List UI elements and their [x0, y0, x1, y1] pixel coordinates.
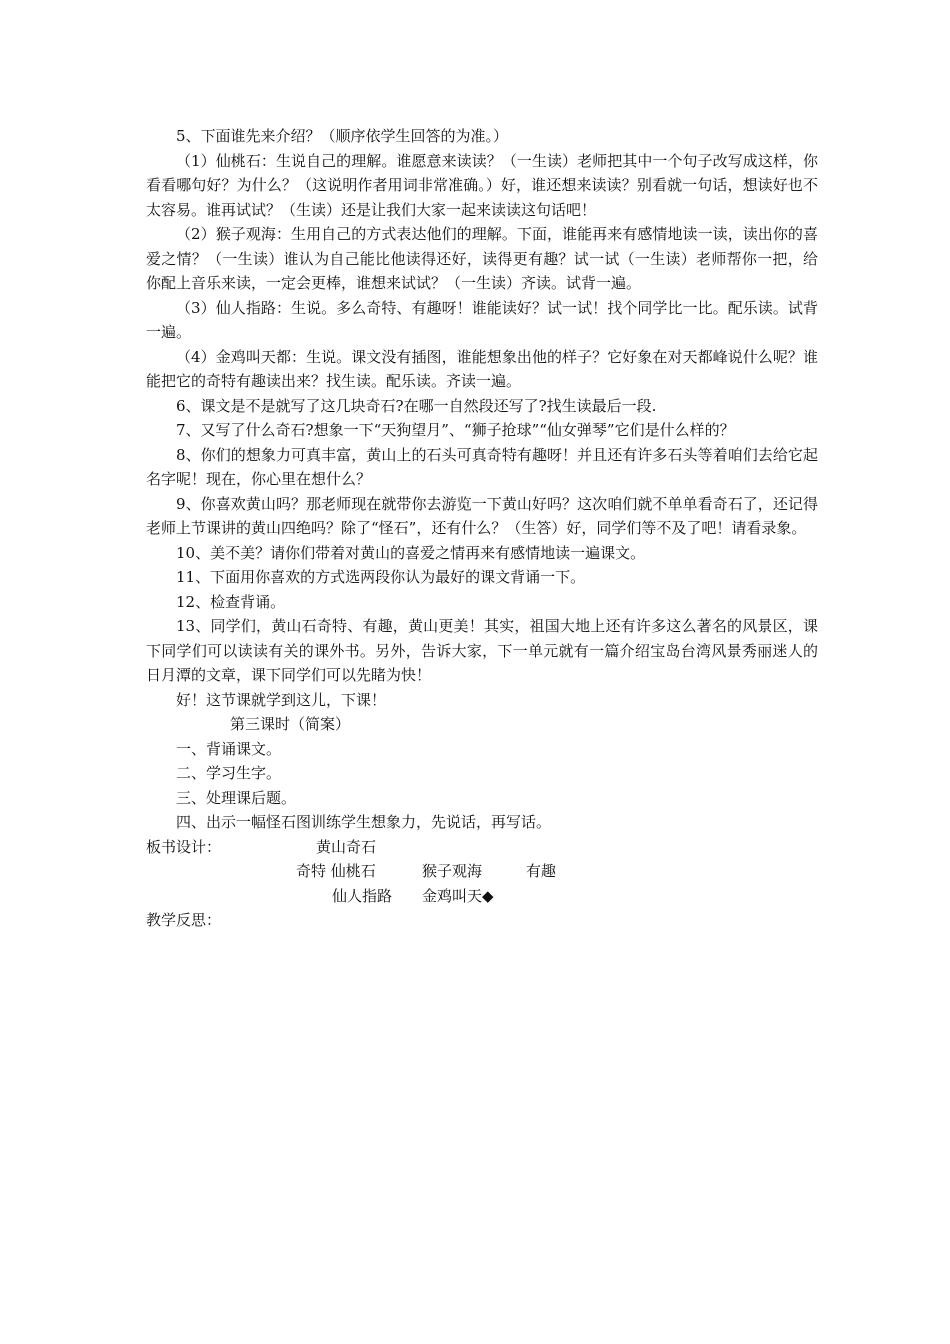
board-row1-right: 有趣 — [526, 862, 557, 880]
paragraph-step-13: 13、同学们，黄山石奇特、有趣，黄山更美！其实，祖国大地上还有许多这么著名的风景区，课下同学们可以读读有关的课外书。另外，告诉大家，下一单元就有一篇介绍宝岛台湾风景秀丽迷人的日月潭的文章，课下同学们可以先睹为快！ — [146, 617, 818, 684]
paragraph-step-8: 8、你们的想象力可真丰富，黄山上的石头可真奇特有趣呀！并且还有许多石头等着咱们去给它起名字呢！现在，你心里在想什么？ — [146, 445, 818, 488]
paragraph-step-6: 6、课文是不是就写了这几块奇石?在哪一自然段还写了?找生读最后一段. — [176, 396, 657, 415]
board-design-row — [146, 859, 818, 884]
paragraph-xiantaoshi: （1）仙桃石：生说自己的理解。谁愿意来读读？（一生读）老师把其中一个句子改写成这样，你看看哪句好？为什么？（这说明作者用词非常准确。）好，谁还想来读读？别看就一句话，想读好也不太容易。谁再试试？（生读）还是让我们大家一起来读读这句话吧！ — [146, 151, 818, 219]
board-row1-left: 奇特 仙桃石 — [296, 862, 376, 880]
third-lesson-item: 二、学习生字。 — [176, 764, 282, 782]
board-design-row — [146, 884, 818, 909]
board-design-label: 板书设计： — [146, 837, 222, 856]
paragraph-closing: 好！这节课就学到这儿，下课！ — [176, 690, 387, 709]
third-lesson-item: 一、背诵课文。 — [176, 739, 282, 758]
paragraph-step-9: 9、你喜欢黄山吗？那老师现在就带你去游览一下黄山好吗？这次咱们就不单单看奇石了，还记得老师上节课讲的黄山四绝吗？除了“怪石”，还有什么？（生答）好，同学们等不及了吧！请看录象。 — [146, 494, 818, 537]
board-design-title: 黄山奇石 — [316, 837, 377, 856]
paragraph-step-7: 7、又写了什么奇石?想象一下“天狗望月”、“狮子抢球”“仙女弹琴”它们是什么样的？ — [176, 421, 735, 439]
document-page — [146, 124, 818, 933]
paragraph-step-12: 12、检查背诵。 — [176, 592, 286, 611]
paragraph-houziguanhai: （2）猴子观海：生用自己的方式表达他们的理解。下面，谁能再来有感情地读一读，读出你的喜爱之情？（一生读）谁认为自己能比他读得还好，读得更有趣？试一试（一生读）老师帮你一把，给你配上音乐来读，一定会更棒，谁想来试试？（一生读）齐读。试背一遍。 — [146, 225, 818, 292]
paragraph-xianrenzhilu: （3）仙人指路：生说。多么奇特、有趣呀！谁能读好？试一试！找个同学比一比。配乐读。试背一遍。 — [146, 298, 818, 341]
board-design-row — [146, 835, 818, 860]
paragraph-step-10: 10、美不美？请你们带着对黄山的喜爱之情再来有感情地读一遍课文。 — [176, 543, 646, 562]
third-lesson-item: 三、处理课后题。 — [176, 788, 297, 807]
board-row2-left: 仙人指路 — [332, 886, 393, 905]
board-row2-right: 金鸡叫天◆ — [422, 886, 494, 905]
paragraph-jinjijiaotiandu: （4）金鸡叫天都：生说。课文没有插图，谁能想象出他的样子？它好象在对天都峰说什么呢？谁能把它的奇特有趣读出来？找生读。配乐读。齐读一遍。 — [146, 347, 818, 390]
paragraph-step-5: 5、下面谁先来介绍？（顺序依学生回答的为准。） — [176, 127, 509, 145]
board-row1-mid: 猴子观海 — [422, 862, 483, 880]
third-lesson-title: 第三课时（简案） — [230, 715, 351, 733]
paragraph-step-11: 11、下面用你喜欢的方式选两段你认为最好的课文背诵一下。 — [176, 568, 586, 586]
third-lesson-item: 四、出示一幅怪石图训练学生想象力，先说话，再写话。 — [176, 813, 552, 831]
teaching-reflection-label: 教学反思： — [146, 911, 222, 929]
